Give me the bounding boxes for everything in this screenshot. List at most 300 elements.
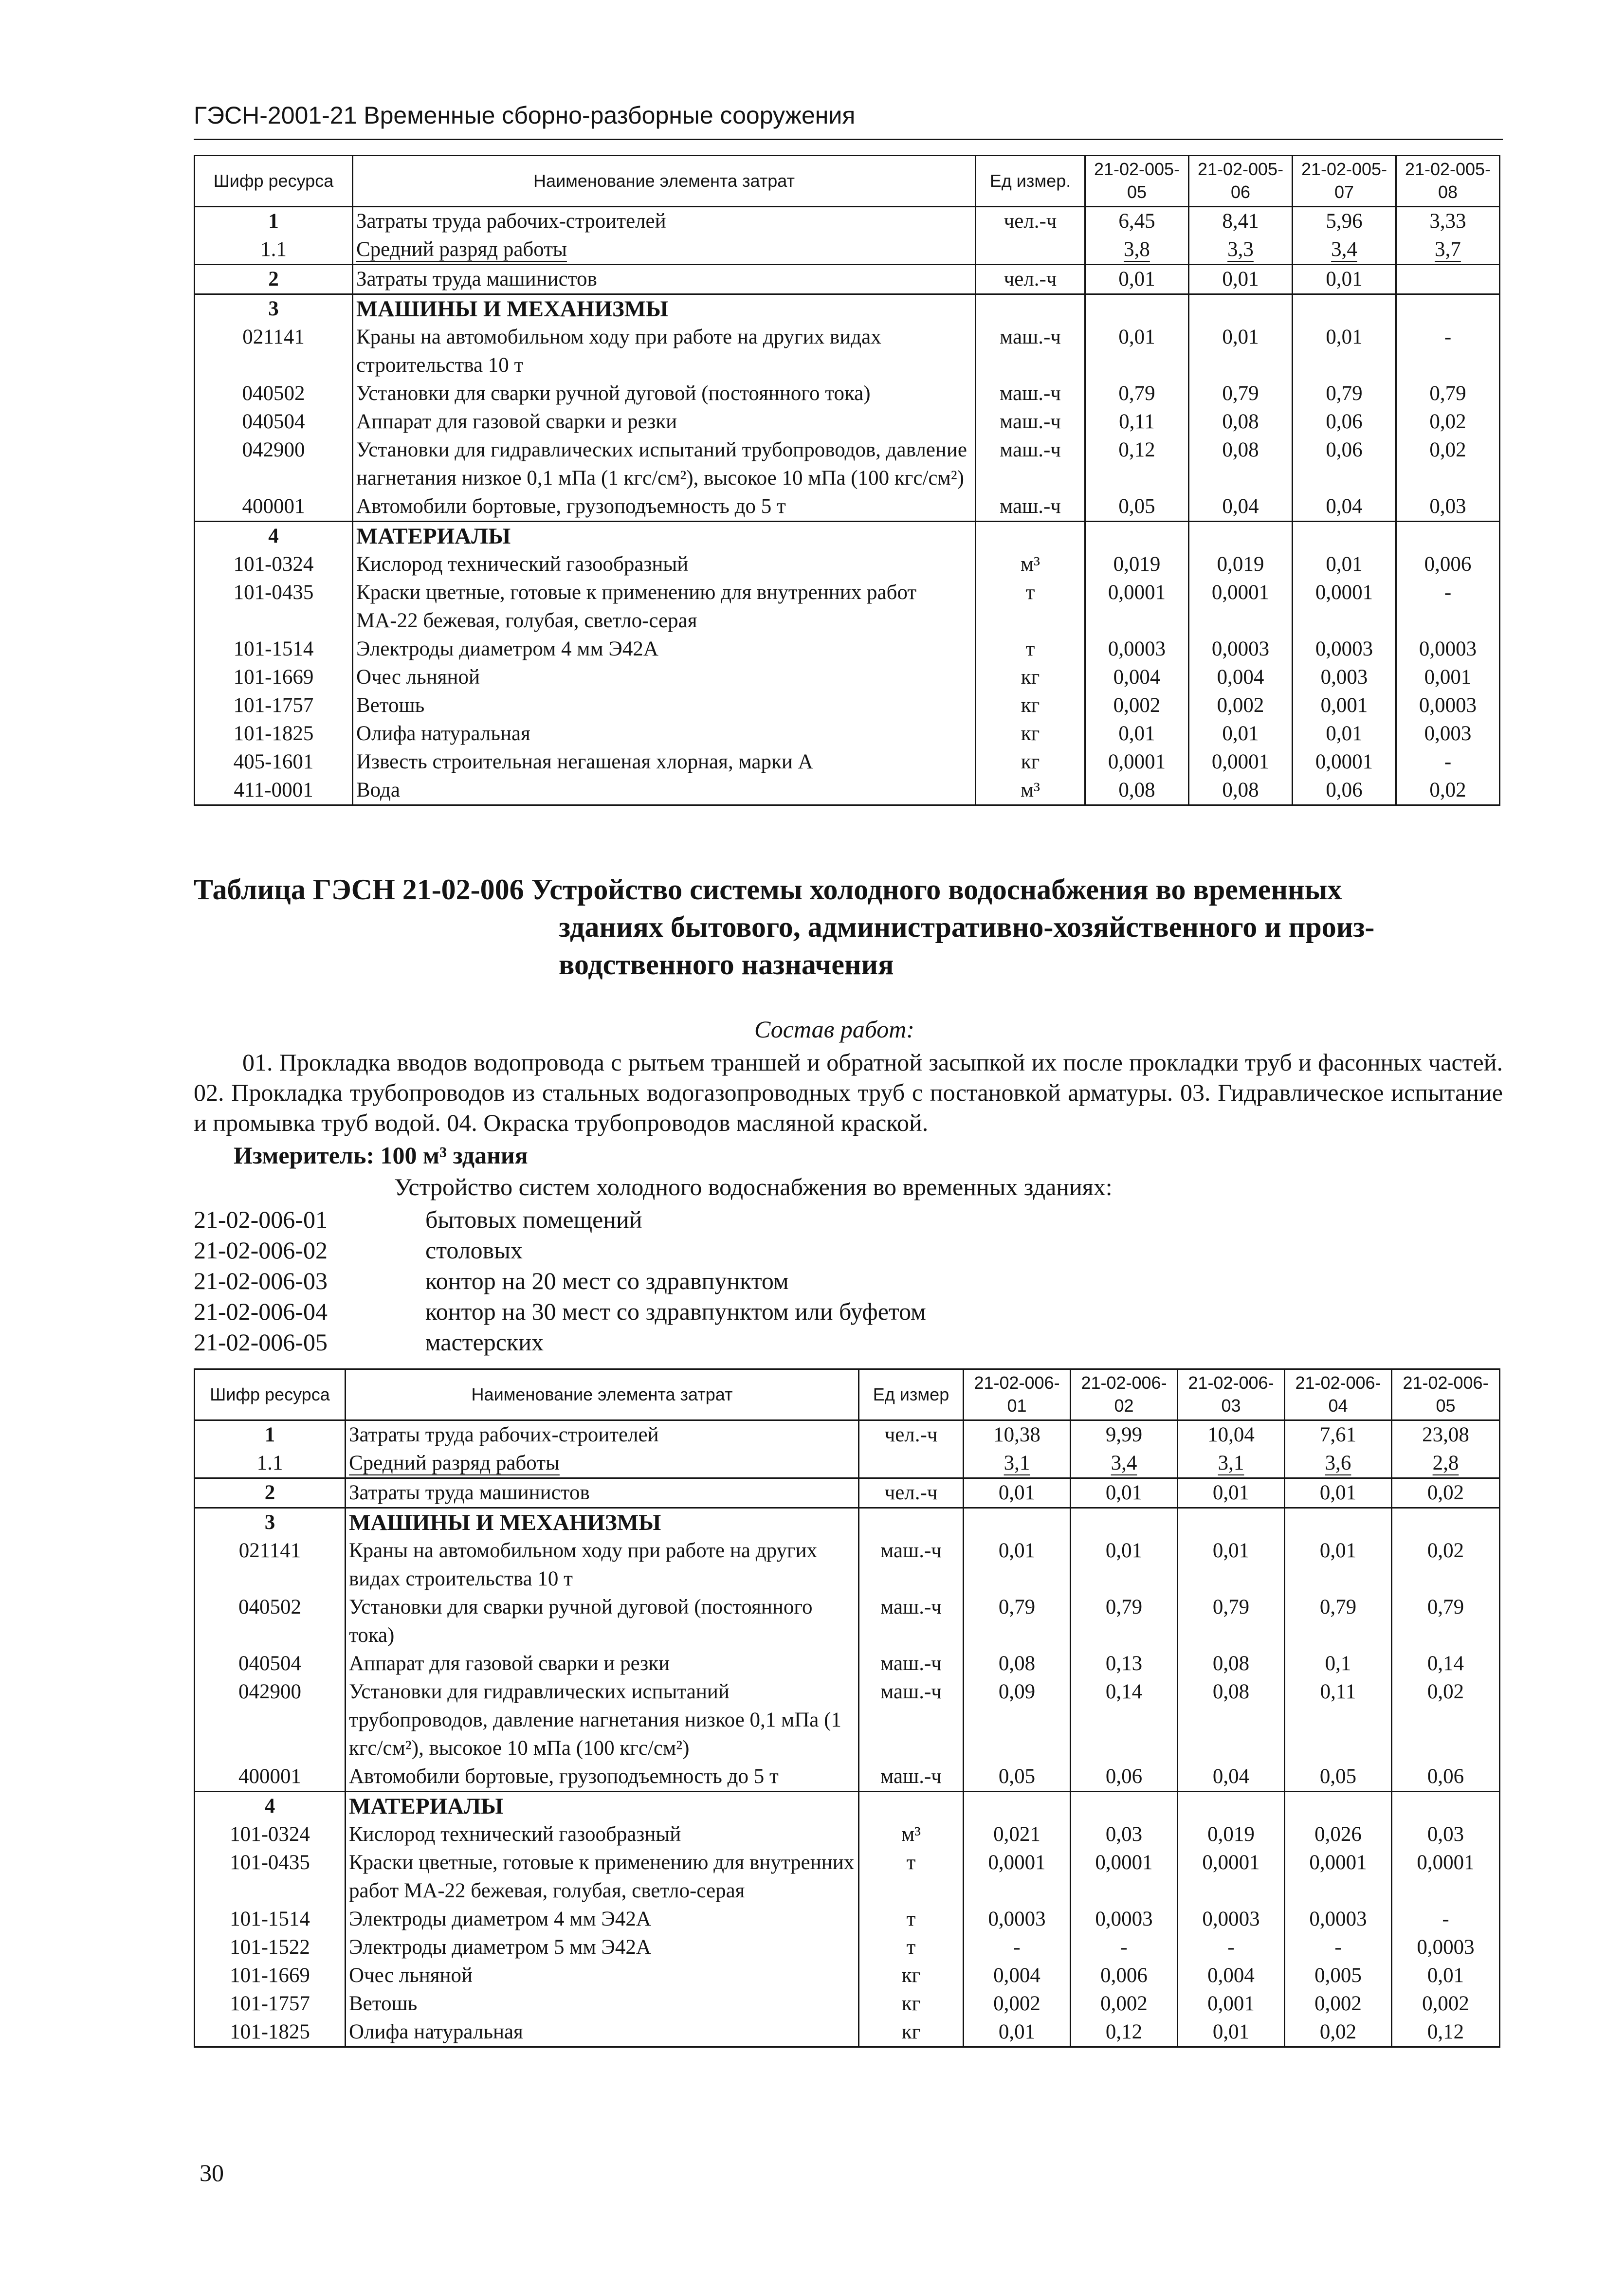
row-value: 0,01 <box>1189 265 1293 294</box>
row-value <box>1392 1792 1500 1821</box>
row-value: 0,06 <box>1071 1763 1178 1792</box>
row-name: Установки для гидравлических испытаний трубопроводов, давление нагнетания низкое 0,1 мПа (1 кгс/см²), высокое 10 мПа (100 кгс/см²) <box>353 436 976 492</box>
row-value: 10,38 <box>964 1420 1071 1450</box>
row-unit: маш.-ч <box>976 380 1085 408</box>
row-value: - <box>1396 748 1500 776</box>
table-row <box>195 1933 1500 1962</box>
row-unit: чел.-ч <box>976 265 1085 294</box>
row-value: 0,09 <box>964 1678 1071 1763</box>
variant-label: бытовых помещений <box>425 1206 642 1233</box>
row-value: - <box>1285 1933 1392 1962</box>
row-value <box>1085 522 1189 551</box>
row-value: - <box>1178 1933 1285 1962</box>
list-item <box>194 1296 926 1327</box>
row-value: 0,79 <box>1071 1593 1178 1650</box>
row-value: 3,1 <box>1004 1452 1030 1474</box>
row-name: Автомобили бортовые, грузоподъемность до 5 т <box>353 492 976 522</box>
table-row <box>195 748 1500 776</box>
table-row <box>195 1537 1500 1593</box>
row-value: 0,0001 <box>1085 748 1189 776</box>
row-value: 0,03 <box>1396 492 1500 522</box>
row-value: 0,0003 <box>1392 1933 1500 1962</box>
row-code: 1.1 <box>195 236 353 265</box>
row-name: Автомобили бортовые, грузоподъемность до 5 т <box>346 1763 859 1792</box>
table-row <box>195 691 1500 720</box>
row-value: 0,02 <box>1396 436 1500 492</box>
row-value: 0,0001 <box>1392 1849 1500 1905</box>
row-value <box>1189 294 1293 324</box>
row-value: 0,06 <box>1293 436 1396 492</box>
table-header-row <box>195 156 1500 207</box>
row-value: 0,08 <box>1178 1678 1285 1763</box>
row-value: 0,001 <box>1293 691 1396 720</box>
list-item <box>194 1266 926 1296</box>
row-name: Олифа натуральная <box>353 720 976 748</box>
row-unit <box>859 1449 964 1478</box>
row-unit: маш.-ч <box>976 436 1085 492</box>
row-code: 1 <box>195 1420 346 1450</box>
header-code: Шифр ресурса <box>195 1369 346 1420</box>
row-value: 0,002 <box>1189 691 1293 720</box>
row-value: 0,79 <box>1396 380 1500 408</box>
row-name: Аппарат для газовой сварки и резки <box>353 408 976 436</box>
row-name: Аппарат для газовой сварки и резки <box>346 1650 859 1678</box>
variants-intro: Устройство систем холодного водоснабжения во временных зданиях: <box>394 1173 1113 1200</box>
row-value: 0,01 <box>1293 323 1396 380</box>
header-rule <box>194 139 1503 140</box>
row-value: 0,01 <box>1285 1478 1392 1508</box>
row-value: 0,021 <box>964 1820 1071 1849</box>
row-unit: кг <box>976 691 1085 720</box>
measure-unit: Измеритель: 100 м³ здания <box>234 1142 528 1169</box>
resource-table-005 <box>194 155 1500 806</box>
row-value <box>1392 1508 1500 1537</box>
row-code: 411-0001 <box>195 776 353 805</box>
row-unit: кг <box>976 720 1085 748</box>
row-value: 0,06 <box>1293 408 1396 436</box>
row-value: 3,4 <box>1111 1452 1137 1474</box>
row-value: 0,79 <box>1392 1593 1500 1650</box>
row-value: 0,0003 <box>1071 1905 1178 1933</box>
row-value: 0,79 <box>964 1593 1071 1650</box>
variant-label: контор на 20 мест со здравпунктом <box>425 1267 789 1294</box>
row-unit: т <box>859 1849 964 1905</box>
row-name: Очес льняной <box>353 663 976 691</box>
row-value <box>1178 1508 1285 1537</box>
row-name: Затраты труда рабочих-строителей <box>353 207 976 236</box>
row-unit: маш.-ч <box>859 1678 964 1763</box>
row-value: 23,08 <box>1392 1420 1500 1450</box>
row-name: Установки для гидравлических испытаний трубопроводов, давление нагнетания низкое 0,1 мПа (1 кгс/см²), высокое 10 мПа (100 кгс/см²) <box>346 1678 859 1763</box>
row-value: 0,01 <box>1189 323 1293 380</box>
row-unit: м³ <box>976 550 1085 579</box>
row-value: 0,0001 <box>1293 579 1396 635</box>
row-unit: кг <box>976 663 1085 691</box>
row-name: Электроды диаметром 5 мм Э42А <box>346 1933 859 1962</box>
row-unit: м³ <box>976 776 1085 805</box>
row-unit: т <box>859 1933 964 1962</box>
row-value: 7,61 <box>1285 1420 1392 1450</box>
row-value: 3,8 <box>1124 238 1150 261</box>
row-code: 040504 <box>195 1650 346 1678</box>
row-code: 101-1669 <box>195 1962 346 1990</box>
row-unit: маш.-ч <box>859 1593 964 1650</box>
row-name: Установки для сварки ручной дуговой (постоянного тока) <box>346 1593 859 1650</box>
row-value: 0,019 <box>1189 550 1293 579</box>
header-name: Наименование элемента затрат <box>346 1369 859 1420</box>
table-row <box>195 2018 1500 2047</box>
row-code: 2 <box>195 265 353 294</box>
row-value: 0,006 <box>1396 550 1500 579</box>
row-value: 0,01 <box>1071 1478 1178 1508</box>
row-value: 3,33 <box>1396 207 1500 236</box>
row-code: 021141 <box>195 323 353 380</box>
variant-label: мастерских <box>425 1328 544 1356</box>
table-header-row <box>195 1369 1500 1420</box>
row-value: 0,0003 <box>1085 635 1189 663</box>
row-value: 0,02 <box>1285 2018 1392 2047</box>
row-code: 101-1825 <box>195 720 353 748</box>
row-value <box>1071 1792 1178 1821</box>
row-value: 0,01 <box>1293 550 1396 579</box>
row-value: 0,002 <box>1392 1990 1500 2018</box>
row-value <box>1085 294 1189 324</box>
row-value: 2,8 <box>1432 1452 1459 1474</box>
row-unit: кг <box>859 1990 964 2018</box>
row-code: 405-1601 <box>195 748 353 776</box>
row-value: 10,04 <box>1178 1420 1285 1450</box>
row-value: 0,01 <box>1085 720 1189 748</box>
row-value: 0,05 <box>964 1763 1071 1792</box>
row-unit: кг <box>976 748 1085 776</box>
row-code: 3 <box>195 294 353 324</box>
row-name: Затраты труда машинистов <box>346 1478 859 1508</box>
row-value <box>1285 1508 1392 1537</box>
row-name: Установки для сварки ручной дуговой (постоянного тока) <box>353 380 976 408</box>
row-code: 400001 <box>195 1763 346 1792</box>
row-code: 101-0324 <box>195 550 353 579</box>
table-row <box>195 776 1500 805</box>
table-row <box>195 1905 1500 1933</box>
row-code: 101-0324 <box>195 1820 346 1849</box>
row-code: 101-1757 <box>195 691 353 720</box>
list-item <box>194 1235 926 1266</box>
header-col: 21-02-006-01 <box>964 1369 1071 1420</box>
variants-list <box>194 1204 926 1358</box>
row-value: 0,08 <box>1189 408 1293 436</box>
row-value <box>964 1508 1071 1537</box>
variant-code: 21-02-006-04 <box>194 1298 328 1325</box>
table-row <box>195 635 1500 663</box>
row-value: 0,0003 <box>1285 1905 1392 1933</box>
section-row-materials <box>195 1792 1500 1821</box>
row-value <box>1178 1792 1285 1821</box>
row-value: 0,006 <box>1071 1962 1178 1990</box>
row-value: 3,6 <box>1325 1452 1351 1474</box>
row-code: 042900 <box>195 1678 346 1763</box>
row-code: 1.1 <box>195 1449 346 1478</box>
header-name: Наименование элемента затрат <box>353 156 976 207</box>
row-value: 0,01 <box>1178 1537 1285 1593</box>
variant-code: 21-02-006-05 <box>194 1328 328 1356</box>
table-row <box>195 1678 1500 1763</box>
row-value: 0,0001 <box>1071 1849 1178 1905</box>
header-unit: Ед измер <box>859 1369 964 1420</box>
row-value: 0,01 <box>1071 1537 1178 1593</box>
row-value <box>1285 1792 1392 1821</box>
variant-label: столовых <box>425 1237 523 1264</box>
section-row-materials <box>195 522 1500 551</box>
row-name: МАШИНЫ И МЕХАНИЗМЫ <box>346 1508 859 1537</box>
row-value: 0,01 <box>1293 265 1396 294</box>
row-value: 0,0003 <box>1293 635 1396 663</box>
row-value: 0,08 <box>1189 776 1293 805</box>
table-row <box>195 1420 1500 1450</box>
row-code: 040502 <box>195 1593 346 1650</box>
row-value: 0,06 <box>1392 1763 1500 1792</box>
row-value: 0,08 <box>1189 436 1293 492</box>
row-value: 0,0003 <box>1178 1905 1285 1933</box>
row-value: 0,79 <box>1285 1593 1392 1650</box>
row-value: 0,04 <box>1293 492 1396 522</box>
row-name: МАШИНЫ И МЕХАНИЗМЫ <box>353 294 976 324</box>
section-row-machines <box>195 294 1500 324</box>
row-value: 0,0001 <box>1189 748 1293 776</box>
row-name: Электроды диаметром 4 мм Э42А <box>346 1905 859 1933</box>
row-unit: м³ <box>859 1820 964 1849</box>
row-name: Краны на автомобильном ходу при работе на других видах строительства 10 т <box>346 1537 859 1593</box>
row-value: 0,12 <box>1085 436 1189 492</box>
row-value: 0,79 <box>1189 380 1293 408</box>
row-name: Олифа натуральная <box>346 2018 859 2047</box>
row-value: 9,99 <box>1071 1420 1178 1450</box>
row-value: - <box>1396 323 1500 380</box>
variant-code: 21-02-006-03 <box>194 1267 328 1294</box>
row-code: 021141 <box>195 1537 346 1593</box>
row-name: Средний разряд работы <box>349 1452 560 1474</box>
row-value: 0,02 <box>1392 1478 1500 1508</box>
row-name: Ветошь <box>346 1990 859 2018</box>
row-value: 0,005 <box>1285 1962 1392 1990</box>
row-value: 0,0001 <box>1293 748 1396 776</box>
row-unit: маш.-ч <box>976 323 1085 380</box>
row-code: 101-1669 <box>195 663 353 691</box>
row-value: 0,001 <box>1396 663 1500 691</box>
table-row <box>195 720 1500 748</box>
table-row <box>195 1478 1500 1508</box>
header-col: 21-02-006-03 <box>1178 1369 1285 1420</box>
table-row <box>195 1962 1500 1990</box>
row-code: 101-1514 <box>195 1905 346 1933</box>
header-col: 21-02-006-04 <box>1285 1369 1392 1420</box>
table-row <box>195 579 1500 635</box>
row-value: 0,79 <box>1178 1593 1285 1650</box>
table-row <box>195 323 1500 380</box>
row-unit: маш.-ч <box>859 1537 964 1593</box>
row-unit <box>976 236 1085 265</box>
row-value: 0,004 <box>964 1962 1071 1990</box>
row-unit: маш.-ч <box>976 408 1085 436</box>
row-value <box>1189 522 1293 551</box>
row-name: Электроды диаметром 4 мм Э42А <box>353 635 976 663</box>
row-value: 0,003 <box>1396 720 1500 748</box>
row-value: 0,03 <box>1071 1820 1178 1849</box>
row-code: 101-1757 <box>195 1990 346 2018</box>
row-value: 0,01 <box>964 1537 1071 1593</box>
row-value: 0,14 <box>1392 1650 1500 1678</box>
row-value: 0,11 <box>1285 1678 1392 1763</box>
row-value: 0,0003 <box>964 1905 1071 1933</box>
row-value <box>1396 265 1500 294</box>
header-col: 21-02-006-02 <box>1071 1369 1178 1420</box>
row-code: 101-1522 <box>195 1933 346 1962</box>
table-row <box>195 380 1500 408</box>
row-value: - <box>1396 579 1500 635</box>
row-value: - <box>1071 1933 1178 1962</box>
row-value <box>1396 294 1500 324</box>
row-value: 0,02 <box>1396 776 1500 805</box>
section-row-machines <box>195 1508 1500 1537</box>
row-value: 0,01 <box>1085 323 1189 380</box>
row-value: 3,7 <box>1435 238 1461 261</box>
running-header: ГЭСН-2001-21 Временные сборно-разборные сооружения <box>194 102 856 129</box>
row-code: 101-0435 <box>195 579 353 635</box>
header-col: 21-02-005-05 <box>1085 156 1189 207</box>
row-code: 042900 <box>195 436 353 492</box>
row-value: 0,01 <box>964 2018 1071 2047</box>
row-unit: т <box>976 579 1085 635</box>
table-row <box>195 236 1500 265</box>
table-title-line: водственного назначения <box>559 948 894 981</box>
row-unit: т <box>859 1905 964 1933</box>
row-unit: маш.-ч <box>976 492 1085 522</box>
row-value: 0,002 <box>1285 1990 1392 2018</box>
row-name: Затраты труда машинистов <box>353 265 976 294</box>
table-row <box>195 1449 1500 1478</box>
row-value: 3,1 <box>1218 1452 1244 1474</box>
row-value: 0,08 <box>1085 776 1189 805</box>
row-value <box>1293 522 1396 551</box>
table-row <box>195 1849 1500 1905</box>
table-row <box>195 663 1500 691</box>
row-code: 040504 <box>195 408 353 436</box>
table-title <box>194 871 1503 983</box>
row-value: 0,019 <box>1085 550 1189 579</box>
row-name: Краны на автомобильном ходу при работе на других видах строительства 10 т <box>353 323 976 380</box>
row-value: 0,002 <box>1071 1990 1178 2018</box>
row-code: 101-0435 <box>195 1849 346 1905</box>
row-code: 101-1825 <box>195 2018 346 2047</box>
row-value <box>964 1792 1071 1821</box>
row-unit: кг <box>859 1962 964 1990</box>
row-value: 0,79 <box>1085 380 1189 408</box>
row-value: 0,003 <box>1293 663 1396 691</box>
row-value <box>1293 294 1396 324</box>
row-unit: маш.-ч <box>859 1650 964 1678</box>
row-value: 0,004 <box>1085 663 1189 691</box>
row-value: 0,02 <box>1392 1678 1500 1763</box>
row-code: 1 <box>195 207 353 236</box>
row-value: 0,026 <box>1285 1820 1392 1849</box>
table-row <box>195 550 1500 579</box>
row-value <box>1396 522 1500 551</box>
row-value: 0,0001 <box>1085 579 1189 635</box>
row-name: Затраты труда рабочих-строителей <box>346 1420 859 1450</box>
resource-table-006 <box>194 1368 1500 2048</box>
table-row <box>195 436 1500 492</box>
row-value: 0,01 <box>1178 2018 1285 2047</box>
row-value: 0,06 <box>1293 776 1396 805</box>
work-composition-heading: Состав работ: <box>754 1016 915 1043</box>
row-value: 0,019 <box>1178 1820 1285 1849</box>
row-code: 4 <box>195 522 353 551</box>
row-value: 5,96 <box>1293 207 1396 236</box>
row-code: 400001 <box>195 492 353 522</box>
row-value: 0,01 <box>1189 720 1293 748</box>
row-unit <box>976 522 1085 551</box>
row-value: 3,3 <box>1227 238 1254 261</box>
row-name: Вода <box>353 776 976 805</box>
table-row <box>195 1820 1500 1849</box>
row-value: 0,0003 <box>1396 691 1500 720</box>
row-code: 3 <box>195 1508 346 1537</box>
row-value: 0,02 <box>1396 408 1500 436</box>
row-value: - <box>1392 1905 1500 1933</box>
table-row <box>195 1763 1500 1792</box>
row-value: 0,02 <box>1392 1537 1500 1593</box>
row-value: 0,01 <box>1392 1962 1500 1990</box>
table-row <box>195 207 1500 236</box>
row-value: 0,0001 <box>964 1849 1071 1905</box>
row-value: 0,08 <box>1178 1650 1285 1678</box>
row-name: МАТЕРИАЛЫ <box>346 1792 859 1821</box>
table-row <box>195 1650 1500 1678</box>
row-value: 0,03 <box>1392 1820 1500 1849</box>
row-name: Очес льняной <box>346 1962 859 1990</box>
header-unit: Ед измер. <box>976 156 1085 207</box>
row-value: 0,001 <box>1178 1990 1285 2018</box>
row-value: 0,004 <box>1189 663 1293 691</box>
row-value: 0,13 <box>1071 1650 1178 1678</box>
table-row <box>195 265 1500 294</box>
row-name: Кислород технический газообразный <box>346 1820 859 1849</box>
variant-code: 21-02-006-02 <box>194 1237 328 1264</box>
table-row <box>195 1990 1500 2018</box>
table-row <box>195 408 1500 436</box>
header-col: 21-02-005-06 <box>1189 156 1293 207</box>
row-value: 0,01 <box>1285 1537 1392 1593</box>
row-unit: чел.-ч <box>976 207 1085 236</box>
row-value: 0,12 <box>1392 2018 1500 2047</box>
row-value: 0,1 <box>1285 1650 1392 1678</box>
row-name: Ветошь <box>353 691 976 720</box>
row-value: 0,08 <box>964 1650 1071 1678</box>
row-unit: кг <box>859 2018 964 2047</box>
row-value: 3,4 <box>1331 238 1357 261</box>
row-unit <box>976 294 1085 324</box>
header-col: 21-02-006-05 <box>1392 1369 1500 1420</box>
variant-code: 21-02-006-01 <box>194 1206 328 1233</box>
row-value: 0,04 <box>1178 1763 1285 1792</box>
row-value: 0,01 <box>1178 1478 1285 1508</box>
row-value: 0,0001 <box>1189 579 1293 635</box>
row-value: 8,41 <box>1189 207 1293 236</box>
work-composition-text: 01. Прокладка вводов водопровода с рытьем траншей и обратной засыпкой их после прокладки труб и фасонных частей. 02. Прокладка трубопроводов из стальных водогазопроводных труб с постановкой арматуры. 03. Гидравлическое испытание и промывка труб водой. 04. Окраска трубопроводов масляной краской. <box>194 1049 1503 1136</box>
row-name: Кислород технический газообразный <box>353 550 976 579</box>
table-row <box>195 492 1500 522</box>
row-code: 2 <box>195 1478 346 1508</box>
row-value: 0,002 <box>1085 691 1189 720</box>
